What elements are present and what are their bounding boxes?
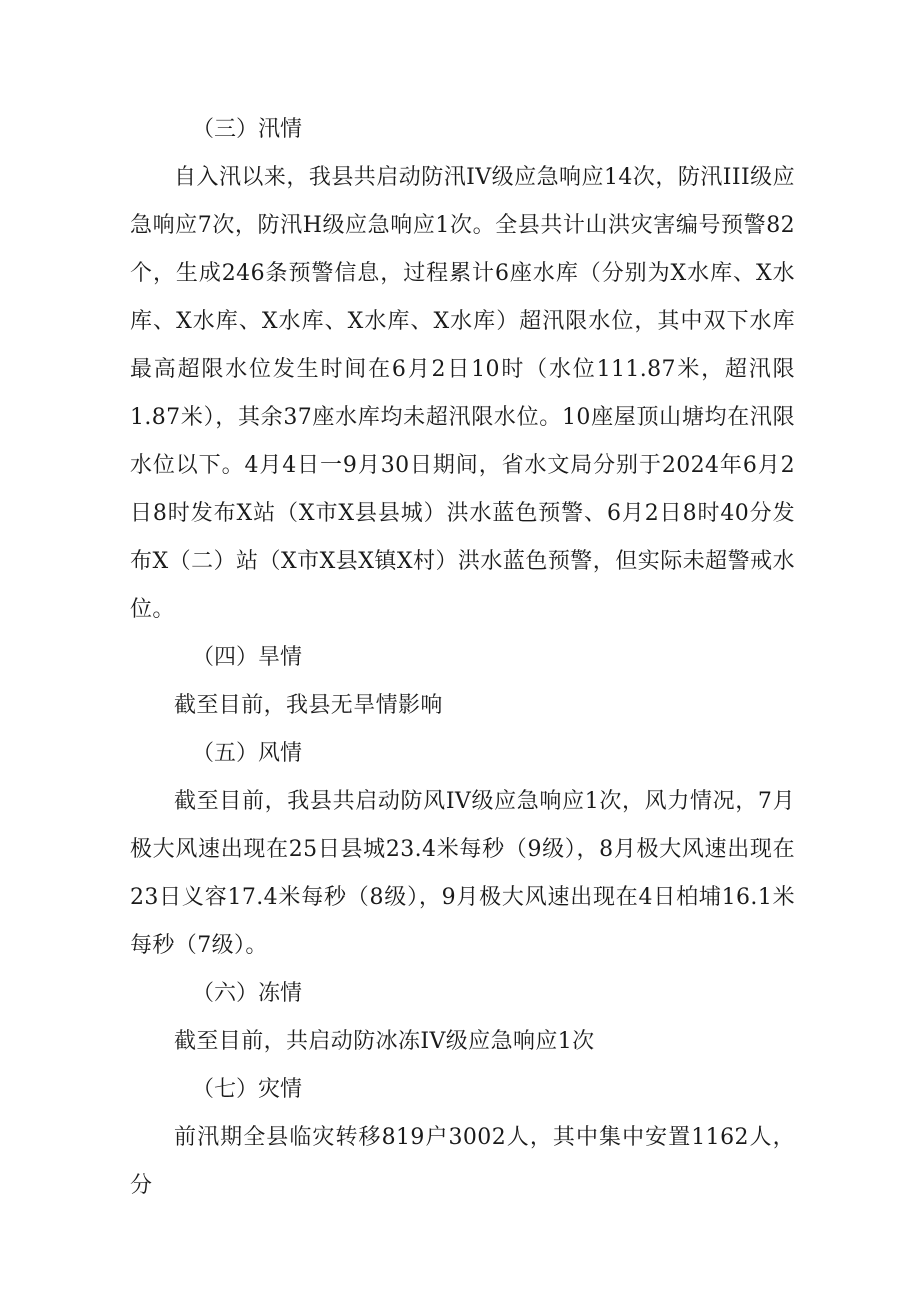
section-body-drought: 截至目前，我县无旱情影响 xyxy=(174,693,443,718)
section-heading-freeze: （六）冻情 xyxy=(192,981,303,1006)
document-body xyxy=(130,106,795,1210)
section-body-freeze: 截至目前，共启动防冰冻IV级应急响应1次 xyxy=(174,1029,595,1054)
section-body-wind: 截至目前，我县共启动防风IV级应急响应1次，风力情况，7月极大风速出现在25日县城23.4米每秒（9级），8月极大风速出现在23日义容17.4米每秒（8级），9月极大风速出现在4日柏埔16.1米每秒（7级）。 xyxy=(130,789,795,958)
section-heading-disaster: （七）灾情 xyxy=(192,1077,303,1102)
section-body-disaster: 前汛期全县临灾转移819户3002人，其中集中安置1162人，分 xyxy=(130,1125,795,1198)
section-heading-drought: （四）旱情 xyxy=(192,645,303,670)
section-heading-flood: （三）汛情 xyxy=(192,117,303,142)
section-body-flood: 自入汛以来，我县共启动防汛IV级应急响应14次，防汛III级应急响应7次，防汛H级应急响应1次。全县共计山洪灾害编号预警82个，生成246条预警信息，过程累计6座水库（分别为X水库、X水库、X水库、X水库、X水库、X水库）超汛限水位，其中双下水库最高超限水位发生时间在6月2日10时（水位111.87米，超汛限1.87米），其余37座水库均未超汛限水位。10座屋顶山塘均在汛限水位以下。4月4日一9月30日期间，省水文局分别于2024年6月2日8时发布X站（X市X县县城）洪水蓝色预警、6月2日8时40分发布X（二）站（X市X县X镇X村）洪水蓝色预警，但实际未超警戒水位。 xyxy=(130,165,795,622)
section-heading-wind: （五）风情 xyxy=(192,741,303,766)
